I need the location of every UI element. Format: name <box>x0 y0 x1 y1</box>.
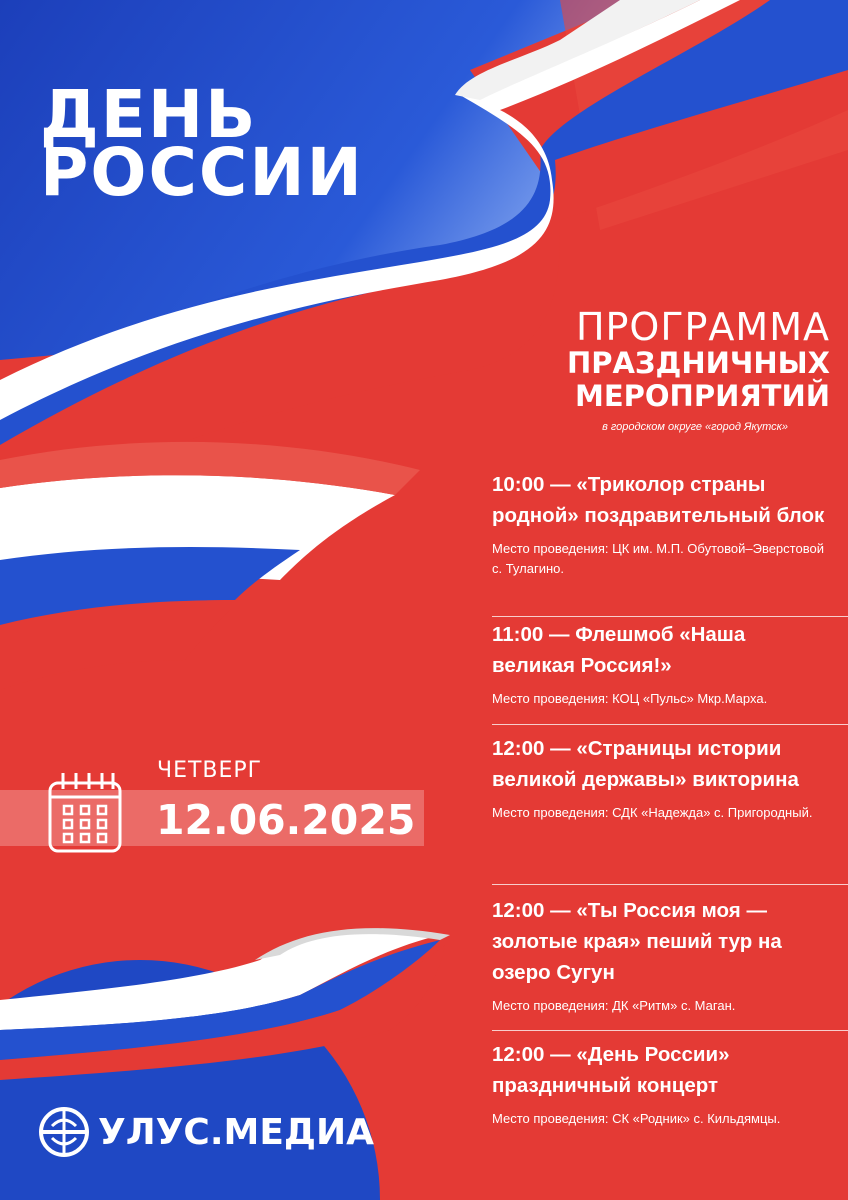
ulus-media-logo-icon <box>38 1106 94 1163</box>
program-heading-line-3: МЕРОПРИЯТИЙ <box>574 379 830 413</box>
event-divider <box>492 884 848 885</box>
event-weekday: ЧЕТВЕРГ <box>157 758 263 783</box>
event-divider <box>492 616 848 617</box>
page-title-line-2: РОССИИ <box>40 134 364 211</box>
program-heading-line-2: ПРАЗДНИЧНЫХ <box>566 346 830 380</box>
program-heading <box>430 307 830 433</box>
event-location: Место проведения: КОЦ «Пульс» Мкр.Марха. <box>492 691 768 706</box>
event-location: Место проведения: ДК «Ритм» с. Маган. <box>492 998 736 1013</box>
event-location: Место проведения: ЦК им. М.П. Обутовой–Эверстовой с. Тулагино. <box>492 541 824 576</box>
event-item <box>492 469 832 579</box>
program-subtitle: в городском округе «город Якутск» <box>602 421 788 433</box>
event-item <box>492 733 832 823</box>
event-location: Место проведения: СДК «Надежда» с. Пригородный. <box>492 805 813 820</box>
event-date: 12.06.2025 <box>156 796 416 844</box>
event-title: 12:00 — «День России» праздничный концерт <box>492 1043 730 1097</box>
event-divider <box>492 1030 848 1031</box>
page-title-line-1: ДЕНЬ <box>40 76 258 153</box>
ulus-media-logo-text: УЛУС.МЕДИА <box>98 1112 374 1153</box>
event-title: 10:00 — «Триколор страны родной» поздравительный блок <box>492 473 825 527</box>
program-heading-line-1: ПРОГРАММА <box>575 305 830 349</box>
event-item <box>492 619 832 709</box>
event-title: 12:00 — «Ты Россия моя — золотые края» пеший тур на озеро Сугун <box>492 899 782 984</box>
event-divider <box>492 724 848 725</box>
calendar-icon <box>47 771 123 860</box>
event-title: 11:00 — Флешмоб «Наша великая Россия!» <box>492 623 746 677</box>
event-item <box>492 895 832 1016</box>
event-item <box>492 1039 832 1129</box>
event-location: Место проведения: СК «Родник» с. Кильдямцы. <box>492 1111 781 1126</box>
event-title: 12:00 — «Страницы истории великой державы» викторина <box>492 737 799 791</box>
